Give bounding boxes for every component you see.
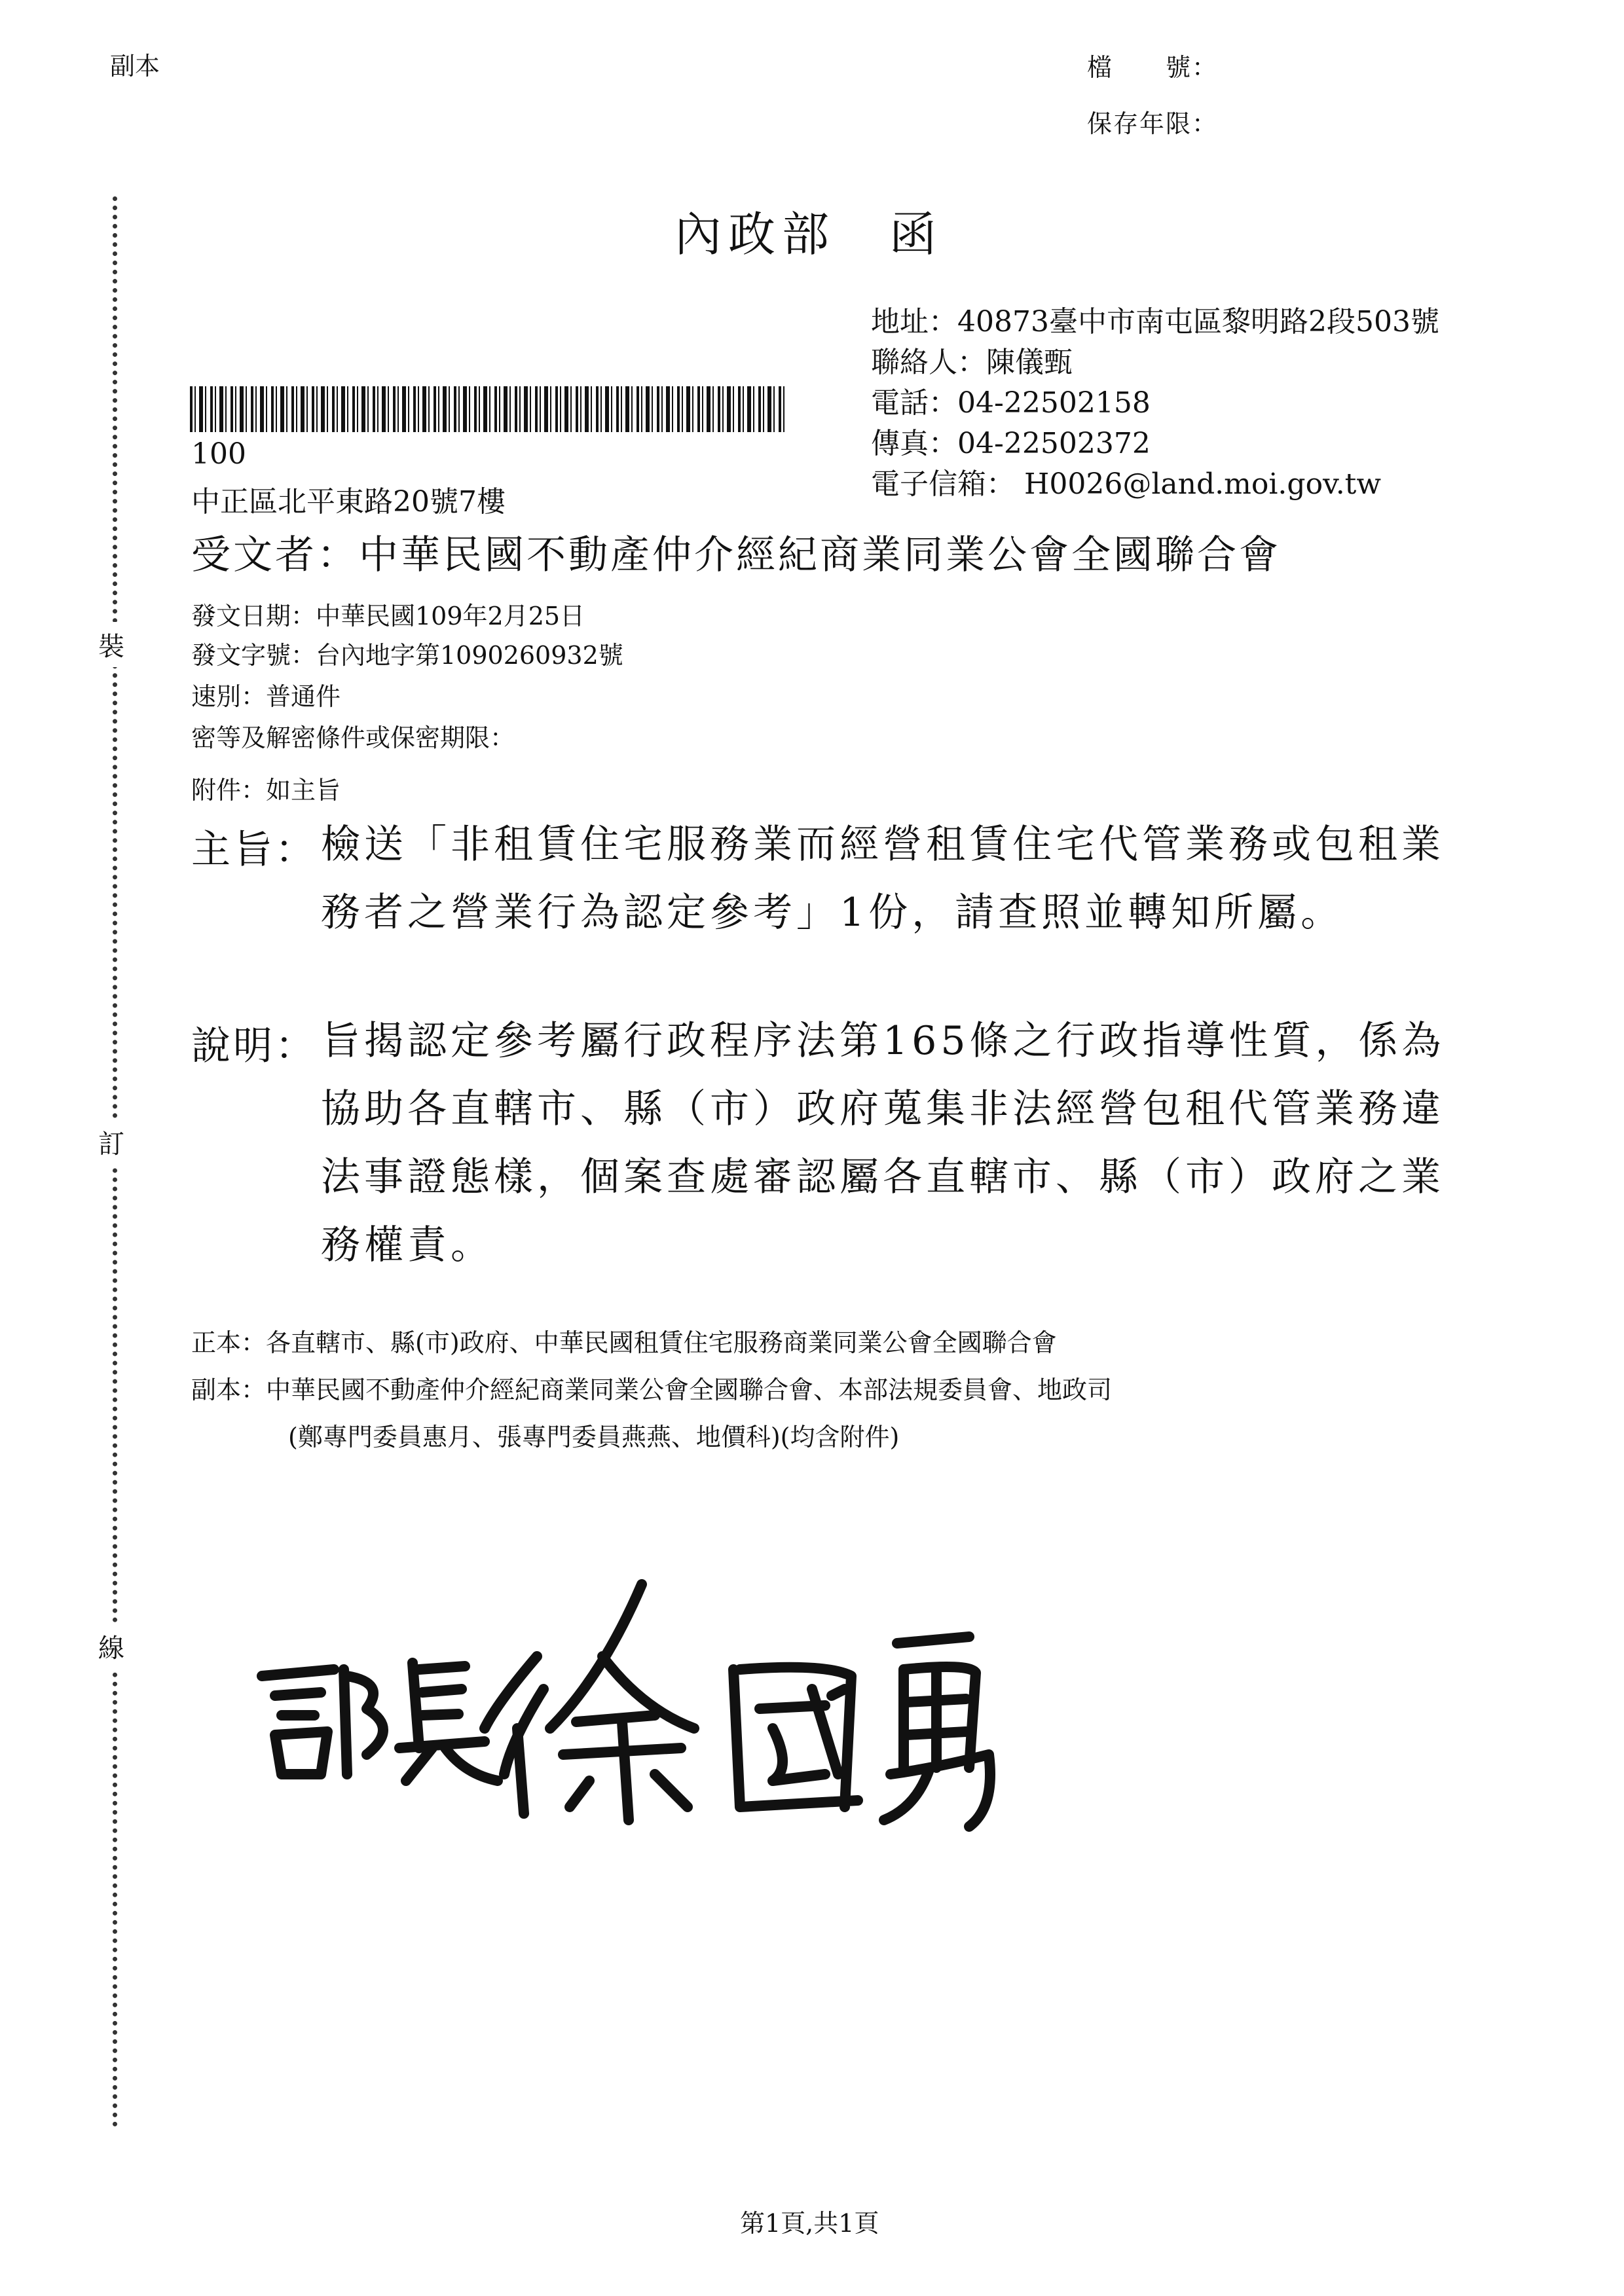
secrecy-level: 密等及解密條件或保密期限： [191, 723, 515, 752]
sender-phone: 電話：04-22502158 [871, 386, 1151, 420]
explanation-label: 說明： [191, 1023, 317, 1069]
subject-text: 檢送「非租賃住宅服務業而經營租賃住宅代管業務或包租業務者之營業行為認定參考」1份，請查照並轉知所屬。 [321, 822, 1445, 936]
margin-mark-bind: 裝 [98, 622, 124, 667]
issue-date: 發文日期：中華民國109年2月25日 [191, 602, 585, 630]
sender-address: 地址：40873臺中市南屯區黎明路2段503號 [871, 305, 1439, 338]
recipient-line: 受文者：中華民國不動產仲介經紀商業同業公會全國聯合會 [191, 532, 1281, 578]
barcode [190, 386, 786, 432]
margin-mark-staple: 訂 [98, 1120, 124, 1165]
file-number-label: 檔 號： [1087, 53, 1219, 82]
copy-recipients: 副本：中華民國不動產仲介經紀商業同業公會全國聯合會、本部法規委員會、地政司 [191, 1376, 1113, 1404]
subject-label: 主旨： [191, 827, 317, 873]
document-number: 發文字號：台內地字第1090260932號 [191, 641, 623, 670]
retention-period-label: 保存年限： [1087, 109, 1219, 138]
copy-recipients-detail: (鄭專門委員惠月、張專門委員燕燕、地價科)(均含附件) [288, 1423, 900, 1451]
original-recipients: 正本：各直轄市、縣(市)政府、中華民國租賃住宅服務商業同業公會全國聯合會 [191, 1328, 1057, 1357]
sender-email: 電子信箱： H0026@land.moi.gov.tw [871, 467, 1382, 501]
page-title: 內政部 函 [674, 207, 944, 262]
sender-contact: 聯絡人：陳儀甄 [871, 346, 1073, 379]
sender-fax: 傳真：04-22502372 [871, 427, 1151, 460]
page-number: 第1頁,共1頁 [740, 2209, 879, 2238]
minister-signature [236, 1558, 1022, 1836]
delivery-speed: 速別：普通件 [191, 682, 341, 711]
explanation-text: 旨揭認定參考屬行政程序法第165條之行政指導性質，係為協助各直轄市、縣（市）政府蒐集非法經營包租代管業務違法事證態樣，個案查處審認屬各直轄市、縣（市）政府之業務權責。 [321, 1018, 1445, 1268]
recipient-postal-code: 100 [191, 437, 246, 471]
copy-type-label: 副本 [110, 52, 160, 81]
attachment-note: 附件：如主旨 [191, 776, 341, 805]
margin-mark-line: 線 [98, 1624, 124, 1669]
recipient-street-address: 中正區北平東路20號7樓 [191, 485, 506, 519]
